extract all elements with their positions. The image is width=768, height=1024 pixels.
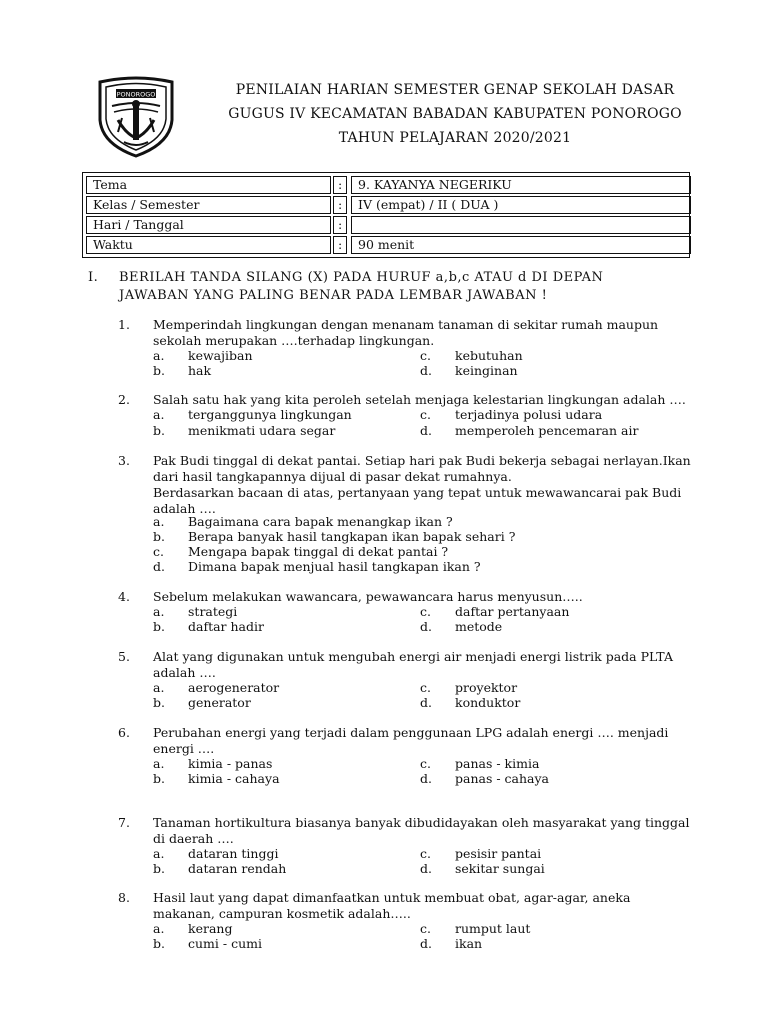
instruction-line: BERILAH TANDA SILANG (X) PADA HURUF a,b,c ATAU d DI DEPAN	[119, 270, 604, 285]
stem-line: Salah satu hak yang kita peroleh setelah menjaga kelestarian lingkungan adalah ….	[153, 392, 686, 407]
stem-line: Pak Budi tinggal di dekat pantai. Setiap hari pak Budi bekerja sebagai nerlayan.Ikan	[153, 453, 691, 468]
info-label: Hari / Tanggal	[86, 216, 331, 234]
question-stem	[153, 317, 698, 349]
stem-line: Alat yang digunakan untuk mengubah energi air menjadi energi listrik pada PLTA	[153, 649, 673, 664]
exam-header	[190, 80, 720, 152]
stem-line: Memperindah lingkungan dengan menanam tanaman di sekitar rumah maupun	[153, 317, 659, 332]
regency-emblem-icon	[96, 76, 176, 158]
question-number: 4.	[118, 589, 130, 604]
info-value	[351, 216, 691, 234]
question-stem	[153, 589, 698, 605]
stem-line: Berdasarkan bacaan di atas, pertanyaan yang tepat untuk mewawancarai pak Budi	[153, 485, 682, 500]
info-label: Kelas / Semester	[86, 196, 331, 214]
stem-line: Sebelum melakukan wawancara, pewawancara harus menyusun…..	[153, 589, 583, 604]
stem-line: adalah ….	[153, 665, 216, 680]
question-stem	[153, 890, 698, 922]
info-separator: :	[333, 196, 347, 214]
stem-line: Perubahan energi yang terjadi dalam penggunaan LPG adalah energi …. menjadi	[153, 725, 669, 740]
question-stem	[153, 453, 698, 517]
header-subtitle: GUGUS IV KECAMATAN BABADAN KABUPATEN PONOROGO	[228, 106, 682, 122]
info-value: 90 menit	[351, 236, 691, 254]
stem-line: makanan, campuran kosmetik adalah…..	[153, 906, 411, 921]
header-year: TAHUN PELAJARAN 2020/2021	[338, 130, 572, 146]
stem-line: sekolah merupakan ….terhadap lingkungan.	[153, 333, 435, 348]
info-label: Tema	[86, 176, 331, 194]
question-stem	[153, 649, 698, 681]
stem-line: dari hasil tangkapannya dijual di pasar dekat rumahnya.	[153, 469, 512, 484]
info-value: 9. KAYANYA NEGERIKU	[351, 176, 691, 194]
stem-line: Hasil laut yang dapat dimanfaatkan untuk membuat obat, agar-agar, aneka	[153, 890, 631, 905]
stem-line: di daerah ….	[153, 831, 234, 846]
info-value: IV (empat) / II ( DUA )	[351, 196, 691, 214]
instruction-line: JAWABAN YANG PALING BENAR PADA LEMBAR JAWABAN !	[119, 288, 548, 303]
section-number: I.	[88, 270, 99, 285]
question-stem	[153, 392, 698, 408]
question-number: 6.	[118, 725, 130, 740]
exam-page: PONOROGO PENILAIAN HARIAN SEMESTER GENAP SEKOLAH DASAR GUGUS IV KECAMATAN BABADAN KABUPATEN PONOROGO TAHUN PELAJARAN 2020/2021 Tema : 9. KAYANYA NEGERIKU Kelas / Semester : IV (empat) / II ( DUA ) Hari / Tanggal : Waktu : 90 menit I. BERILAH TANDA SILANG (X) PADA HURUF a,b,c ATAU d DI DEPAN JAWABAN YANG PALING BENAR PADA LEMBAR JAWABAN ! 1. Memperindah lingkungan dengan menanam tanaman di sekitar rumah maupun sekolah merupakan ….terhadap lingkungan. a. kewajiban c. kebutuhan b. hak d. keinginan 2. Salah satu hak yang kita peroleh setelah menjaga kelestarian lingkungan adalah …. a. terganggunya lingkungan c. terjadinya polusi udara b. menikmati udara segar d. memperoleh pencemaran air 3. Pak Budi tinggal di dekat pantai. Setiap hari pak Budi bekerja sebagai nerlayan.Ikan dari hasil tangkapannya dijual di pasar dekat rumahnya. Berdasarkan bacaan di atas, pertanyaan yang tepat untuk mewawancarai pak Budi adalah …. a. Bagaimana cara bapak menangkap ikan ? b. Berapa banyak hasil tangkapan ikan bapak sehari ? c. Mengapa bapak tinggal di dekat pantai ? d. Dimana bapak menjual hasil tangkapan ikan ? 4. Sebelum melakukan wawancara, pewawancara harus menyusun….. a. strategi c. daftar pertanyaan b. daftar hadir d. metode 5. Alat yang digunakan untuk mengubah energi air menjadi energi listrik pada PLTA adalah …. a. aerogenerator c. proyektor b. generator d. konduktor 6. Perubahan energi yang terjadi dalam penggunaan LPG adalah energi …. menjadi energi …. a. kimia - panas c. panas - kimia b. kimia - cahaya d. panas - cahaya 7. Tanaman hortikultura biasanya banyak dibudidayakan oleh masyarakat yang tinggal di daerah …. a. dataran tinggi c. pesisir pantai b. dataran rendah d. sekitar sungai 8. Hasil laut yang dapat dimanfaatkan untuk membuat obat, agar-agar, aneka makanan, campuran kosmetik adalah….. a. kerang c. rumput laut b. cumi - cumi d. ikan	[0, 0, 768, 1024]
stem-line: Tanaman hortikultura biasanya banyak dibudidayakan oleh masyarakat yang tinggal	[153, 815, 690, 830]
info-separator: :	[333, 176, 347, 194]
question-number: 1.	[118, 317, 130, 332]
question-stem	[153, 815, 698, 847]
info-separator: :	[333, 236, 347, 254]
question-number: 5.	[118, 649, 130, 664]
emblem-lettering: PONOROGO	[116, 90, 156, 99]
exam-info-table	[82, 172, 690, 258]
stem-line: energi ….	[153, 741, 215, 756]
question-number: 2.	[118, 392, 130, 407]
info-separator: :	[333, 216, 347, 234]
question-number: 8.	[118, 890, 130, 905]
question-number: 7.	[118, 815, 130, 830]
question-number: 3.	[118, 453, 130, 468]
header-title: PENILAIAN HARIAN SEMESTER GENAP SEKOLAH DASAR	[235, 82, 675, 98]
info-label: Waktu	[86, 236, 331, 254]
question-stem	[153, 725, 698, 757]
stem-line: adalah ….	[153, 501, 216, 516]
